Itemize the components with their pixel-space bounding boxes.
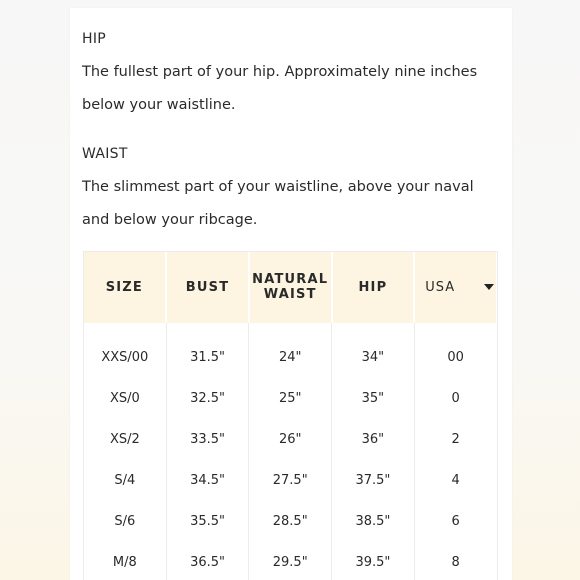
caret-down-icon xyxy=(484,284,494,290)
cell-waist: 25" xyxy=(249,378,332,419)
cell-waist: 26" xyxy=(249,419,332,460)
cell-hip: 35" xyxy=(332,378,415,419)
cell-bust: 36.5" xyxy=(166,542,249,580)
cell-usa: 00 xyxy=(414,323,497,378)
table-row xyxy=(84,501,498,542)
cell-waist: 24" xyxy=(249,323,332,378)
table-header-row xyxy=(84,251,498,323)
table-row xyxy=(84,378,498,419)
hip-section xyxy=(82,30,502,122)
cell-waist: 28.5" xyxy=(249,501,332,542)
cell-hip: 37.5" xyxy=(332,460,415,501)
cell-bust: 34.5" xyxy=(166,460,249,501)
cell-usa: 4 xyxy=(414,460,497,501)
table-row xyxy=(84,419,498,460)
cell-bust: 32.5" xyxy=(166,378,249,419)
header-natural-waist-line2: WAIST xyxy=(263,287,317,302)
cell-size: XS/2 xyxy=(84,419,167,460)
waist-section xyxy=(82,145,502,237)
waist-description: The slimmest part of your waistline, above your naval and below your ribcage. xyxy=(82,179,474,228)
cell-bust: 33.5" xyxy=(166,419,249,460)
header-size: SIZE xyxy=(84,251,167,323)
cell-size: M/8 xyxy=(84,542,167,580)
cell-size: S/4 xyxy=(84,460,167,501)
waist-title: WAIST xyxy=(82,146,128,162)
header-natural-waist-line1: NATURAL xyxy=(252,272,329,287)
cell-usa: 0 xyxy=(414,378,497,419)
cell-size: S/6 xyxy=(84,501,167,542)
hip-title: HIP xyxy=(82,31,106,47)
cell-waist: 29.5" xyxy=(249,542,332,580)
size-guide-card xyxy=(70,8,512,580)
header-bust: BUST xyxy=(166,251,249,323)
cell-hip: 36" xyxy=(332,419,415,460)
table-row xyxy=(84,542,498,580)
cell-bust: 31.5" xyxy=(166,323,249,378)
header-hip: HIP xyxy=(332,251,415,323)
cell-usa: 6 xyxy=(414,501,497,542)
table-row xyxy=(84,460,498,501)
cell-size: XS/0 xyxy=(84,378,167,419)
unit-select-value: USA xyxy=(425,279,456,295)
hip-description: The fullest part of your hip. Approximately nine inches below your waistline. xyxy=(82,64,478,113)
cell-bust: 35.5" xyxy=(166,501,249,542)
unit-select-dropdown[interactable] xyxy=(414,251,497,323)
cell-usa: 8 xyxy=(414,542,497,580)
size-chart-table-wrap xyxy=(83,251,498,580)
cell-hip: 34" xyxy=(332,323,415,378)
cell-usa: 2 xyxy=(414,419,497,460)
table-row xyxy=(84,323,498,378)
cell-hip: 39.5" xyxy=(332,542,415,580)
size-chart-table xyxy=(83,251,498,580)
header-natural-waist xyxy=(249,251,332,323)
cell-size: XXS/00 xyxy=(84,323,167,378)
cell-waist: 27.5" xyxy=(249,460,332,501)
cell-hip: 38.5" xyxy=(332,501,415,542)
